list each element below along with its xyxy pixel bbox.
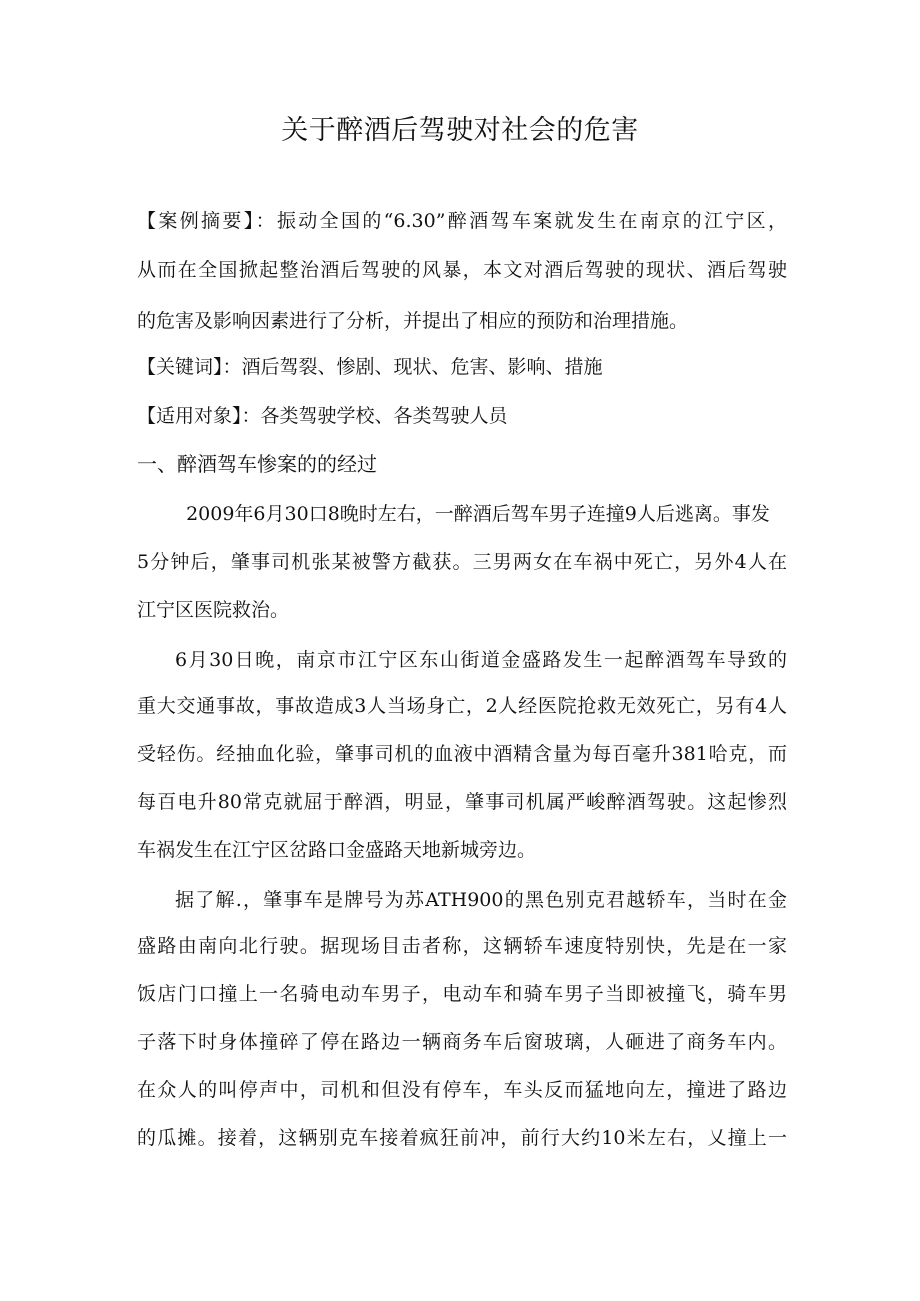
paragraph-3-line-2: 盛路由南向北行驶。据现场目击者称，这辆轿车速度特别快，先是在一家 (137, 935, 787, 957)
paragraph-2-line-2: 重大交通事故，事故造成3人当场身亡，2人经医院抢救无效死亡，另有4人 (137, 695, 787, 717)
section-heading: 一、醉酒驾车惨案的的经过 (137, 452, 377, 476)
audience-line: 【适用对象】：各类驾驶学校、各类驾驶人员 (137, 405, 508, 427)
abstract-line-3: 的危害及影响因素进行了分析，并提出了相应的预防和治理措施。 (137, 310, 689, 332)
paragraph-3-line-1: 据了解.，肇事车是牌号为苏ATH900的黑色别克君越轿车，当时在金 (175, 889, 787, 911)
abstract-line-2: 从而在全国掀起整治酒后驾驶的风暴，本文对酒后驾驶的现状、酒后驾驶 (137, 259, 787, 281)
paragraph-1-line-2: 5分钟后，肇事司机张某被警方截获。三男两女在车祸中死亡，另外4人在 (137, 551, 787, 573)
paragraph-3-line-4: 子落下时身体撞碎了停在路边一辆商务车后窗玻璃，人砸进了商务车内。 (137, 1031, 787, 1053)
paragraph-2-line-1: 6月30日晚，南京市江宁区东山街道金盛路发生一起醉酒驾车导致的 (175, 649, 787, 671)
paragraph-3-line-5: 在众人的叫停声中，司机和但没有停车，车头反而猛地向左，撞进了路边 (137, 1079, 787, 1101)
document-title: 关于醉酒后驾驶对社会的危害 (281, 115, 639, 146)
abstract-line-1: 【案例摘要】：振动全国的“6.30”醉酒驾车案就发生在南京的江宁区， (137, 210, 787, 232)
paragraph-2-line-3: 受轻伤。经抽血化验，肇事司机的血液中酒精含量为每百毫升381哈克，而 (137, 743, 787, 765)
paragraph-3-line-3: 饭店门口撞上一名骑电动车男子，电动车和骑车男子当即被撞飞，骑车男 (137, 983, 787, 1005)
keywords-line: 【关键词】：酒后驾裂、惨剧、现状、危害、影响、措施 (137, 356, 603, 378)
paragraph-2-line-4: 每百电升80常克就屈于醉酒，明显，肇事司机属严峻醉酒驾驶。这起惨烈 (137, 791, 787, 813)
paragraph-1-line-1: 2009年6月30口8晚时左右，一醉酒后驾车男子连撞9人后逃离。事发 (174, 503, 770, 525)
paragraph-3-line-6: 的瓜摊。接着，这辆别克车接着疯狂前冲，前行大约10米左右，乂撞上一 (137, 1127, 787, 1149)
paragraph-1-line-3: 江宁区医院救治。 (137, 599, 290, 621)
paragraph-2-line-5: 车祸发生在江宁区岔路口金盛路天地新城旁边。 (137, 839, 537, 861)
